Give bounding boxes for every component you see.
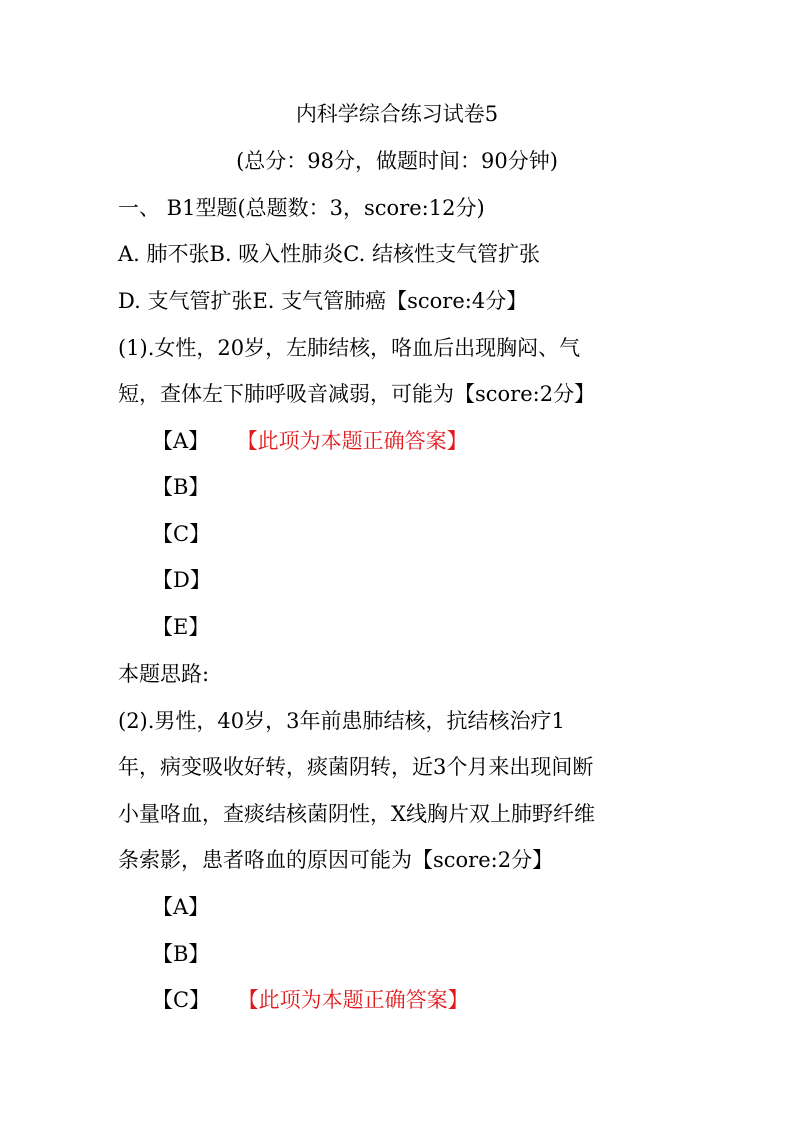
section-heading: 一、 B1型题(总题数：3，score:12分) [118, 196, 485, 220]
exam-title: 内科学综合练习试卷5 [295, 102, 499, 126]
q2-stem-line-2: 年，病变吸收好转，痰菌阴转，近3个月来出现间断 [118, 755, 594, 779]
q1-option-e[interactable]: 【E】 [152, 615, 210, 639]
shared-options-line-1: A. 肺不张B. 吸入性肺炎C. 结核性支气管扩张 [118, 242, 540, 266]
q1-option-c[interactable]: 【C】 [152, 522, 211, 546]
q1-analysis-label: 本题思路: [118, 662, 210, 686]
q1-stem-line-2: 短，查体左下肺呼吸音减弱，可能为【score:2分】 [118, 382, 596, 406]
q1-option-d[interactable]: 【D】 [152, 568, 211, 592]
q2-option-c[interactable] [152, 986, 469, 1014]
q2-option-b[interactable]: 【B】 [152, 942, 210, 966]
q2-correct-answer-note: 【此项为本题正确答案】 [248, 988, 469, 1012]
exam-subtitle: (总分：98分，做题时间：90分钟) [236, 149, 558, 173]
q1-option-a-label: 【A】 [152, 429, 210, 453]
shared-options-line-2: D. 支气管扩张E. 支气管肺癌【score:4分】 [118, 289, 528, 313]
q2-option-c-label: 【C】 [152, 988, 211, 1012]
q1-option-a[interactable] [152, 427, 468, 455]
q2-stem-line-4: 条索影，患者咯血的原因可能为【score:2分】 [118, 848, 554, 872]
q2-option-a[interactable]: 【A】 [152, 895, 210, 919]
q1-option-b[interactable]: 【B】 [152, 475, 210, 499]
q2-stem-line-3: 小量咯血，查痰结核菌阴性，X线胸片双上肺野纤维 [118, 802, 595, 826]
q2-stem-line-1: (2).男性，40岁，3年前患肺结核，抗结核治疗1 [118, 709, 565, 733]
q1-correct-answer-note: 【此项为本题正确答案】 [247, 429, 468, 453]
q1-stem-line-1: (1).女性，20岁，左肺结核，咯血后出现胸闷、气 [118, 336, 581, 360]
